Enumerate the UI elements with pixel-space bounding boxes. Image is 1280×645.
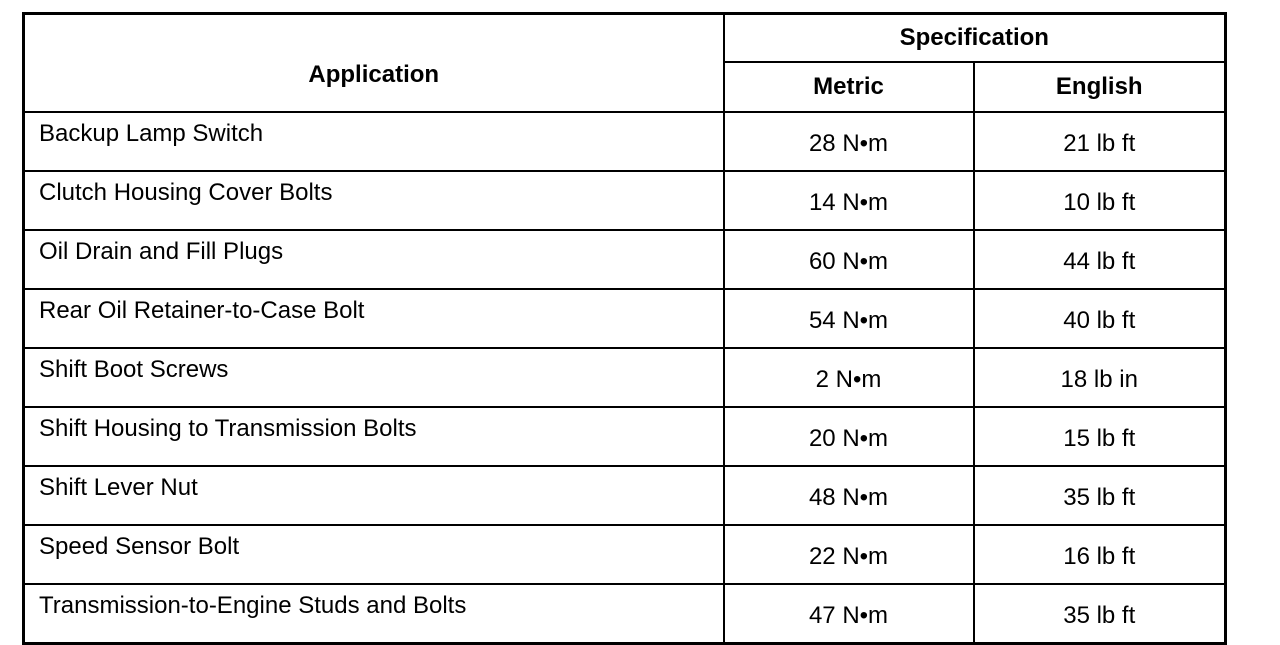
metric-cell: 22 N•m bbox=[724, 525, 974, 584]
metric-cell: 14 N•m bbox=[724, 171, 974, 230]
table-row bbox=[24, 289, 1226, 348]
table-row bbox=[24, 407, 1226, 466]
english-cell: 21 lb ft bbox=[974, 112, 1226, 171]
application-cell: Oil Drain and Fill Plugs bbox=[24, 230, 724, 289]
metric-cell: 54 N•m bbox=[724, 289, 974, 348]
metric-header: Metric bbox=[724, 62, 974, 112]
torque-specification-table bbox=[22, 12, 1227, 645]
english-cell: 15 lb ft bbox=[974, 407, 1226, 466]
table-row bbox=[24, 525, 1226, 584]
english-cell: 18 lb in bbox=[974, 348, 1226, 407]
metric-cell: 47 N•m bbox=[724, 584, 974, 644]
application-cell: Shift Boot Screws bbox=[24, 348, 724, 407]
specification-header: Specification bbox=[724, 14, 1226, 63]
english-cell: 35 lb ft bbox=[974, 466, 1226, 525]
application-header: Application bbox=[24, 14, 724, 113]
table-row bbox=[24, 348, 1226, 407]
application-cell: Backup Lamp Switch bbox=[24, 112, 724, 171]
table-row bbox=[24, 466, 1226, 525]
english-cell: 35 lb ft bbox=[974, 584, 1226, 644]
metric-cell: 48 N•m bbox=[724, 466, 974, 525]
english-header: English bbox=[974, 62, 1226, 112]
application-cell: Transmission-to-Engine Studs and Bolts bbox=[24, 584, 724, 644]
english-cell: 44 lb ft bbox=[974, 230, 1226, 289]
english-cell: 16 lb ft bbox=[974, 525, 1226, 584]
table-row bbox=[24, 171, 1226, 230]
metric-cell: 20 N•m bbox=[724, 407, 974, 466]
table-row bbox=[24, 112, 1226, 171]
application-cell: Clutch Housing Cover Bolts bbox=[24, 171, 724, 230]
header-row-top bbox=[24, 14, 1226, 63]
metric-cell: 60 N•m bbox=[724, 230, 974, 289]
english-cell: 10 lb ft bbox=[974, 171, 1226, 230]
table-row bbox=[24, 230, 1226, 289]
english-cell: 40 lb ft bbox=[974, 289, 1226, 348]
metric-cell: 28 N•m bbox=[724, 112, 974, 171]
application-cell: Shift Lever Nut bbox=[24, 466, 724, 525]
metric-cell: 2 N•m bbox=[724, 348, 974, 407]
application-cell: Speed Sensor Bolt bbox=[24, 525, 724, 584]
application-cell: Shift Housing to Transmission Bolts bbox=[24, 407, 724, 466]
application-cell: Rear Oil Retainer-to-Case Bolt bbox=[24, 289, 724, 348]
table-row bbox=[24, 584, 1226, 644]
